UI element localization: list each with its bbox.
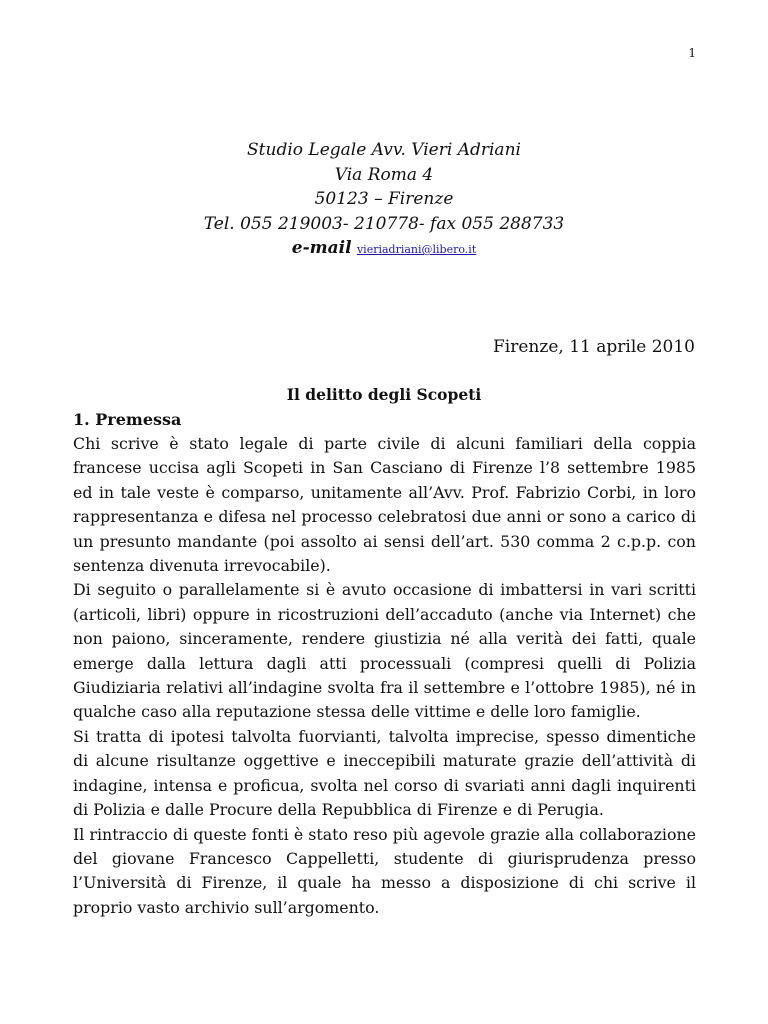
paragraph: Chi scrive è stato legale di parte civile di alcuni familiari della coppia francese uccisa agli Scopeti in San Casciano di Firenze l’8 settembre 1985 ed in tale veste è comparso, unitamente all’Avv. Prof. Fabrizio Corbi, in loro rappresentanza e difesa nel processo celebratosi due anni or sono a carico di un presunto mandante (poi assolto ai sensi dell’art. 530 comma 2 c.p.p. con sentenza divenuta irrevocabile). — [73, 434, 696, 576]
firm-name: Studio Legale Avv. Vieri Adriani — [247, 140, 521, 160]
phone-line: Tel. 055 219003- 210778- fax 055 288733 — [203, 213, 565, 234]
document-title: Il delitto degli Scopeti — [286, 385, 482, 404]
street-address: Via Roma 4 — [334, 164, 434, 185]
paragraph: Il rintraccio di queste fonti è stato reso più agevole grazie alla collaborazione del giovane Francesco Cappelletti, studente di giurisprudenza presso l’Università di Firenze, il quale ha messo a disposizione di chi scrive il proprio vasto archivio sull’argomento. — [73, 824, 696, 917]
letterhead — [0, 138, 768, 263]
body-text — [73, 432, 696, 920]
page-number: 1 — [688, 46, 696, 60]
paragraph: Si tratta di ipotesi talvolta fuorvianti, talvolta imprecise, spesso dimentiche di alcune risultanze oggettive e ineccepibili maturate grazie dell’attività di indagine, intensa e proficua, svolta nel corso di svariati anni dagli inquirenti di Polizia e dalle Procure della Repubblica di Firenze e di Perugia. — [73, 726, 696, 820]
paragraph: Di seguito o parallelamente si è avuto occasione di imbattersi in vari scritti (articoli, libri) oppure in ricostruzioni dell’accaduto (anche via Internet) che non paiono, sinceramente, rendere giustizia né alla verità dei fatti, quale emerge dalla lettura dagli atti processuali (compresi quelli di Polizia Giudiziaria relativi all’indagine svolta fra il settembre e l’ottobre 1985), né in qualche caso alla reputazione stessa delle vittime e delle loro famiglie. — [73, 580, 696, 722]
email-label: e-mail — [291, 238, 352, 258]
city-line: 50123 – Firenze — [314, 189, 454, 209]
email-line — [0, 236, 768, 263]
email-link[interactable]: vieriadriani@libero.it — [356, 243, 477, 256]
date-line: Firenze, 11 aprile 2010 — [493, 337, 695, 357]
section-heading: 1. Premessa — [73, 410, 182, 429]
